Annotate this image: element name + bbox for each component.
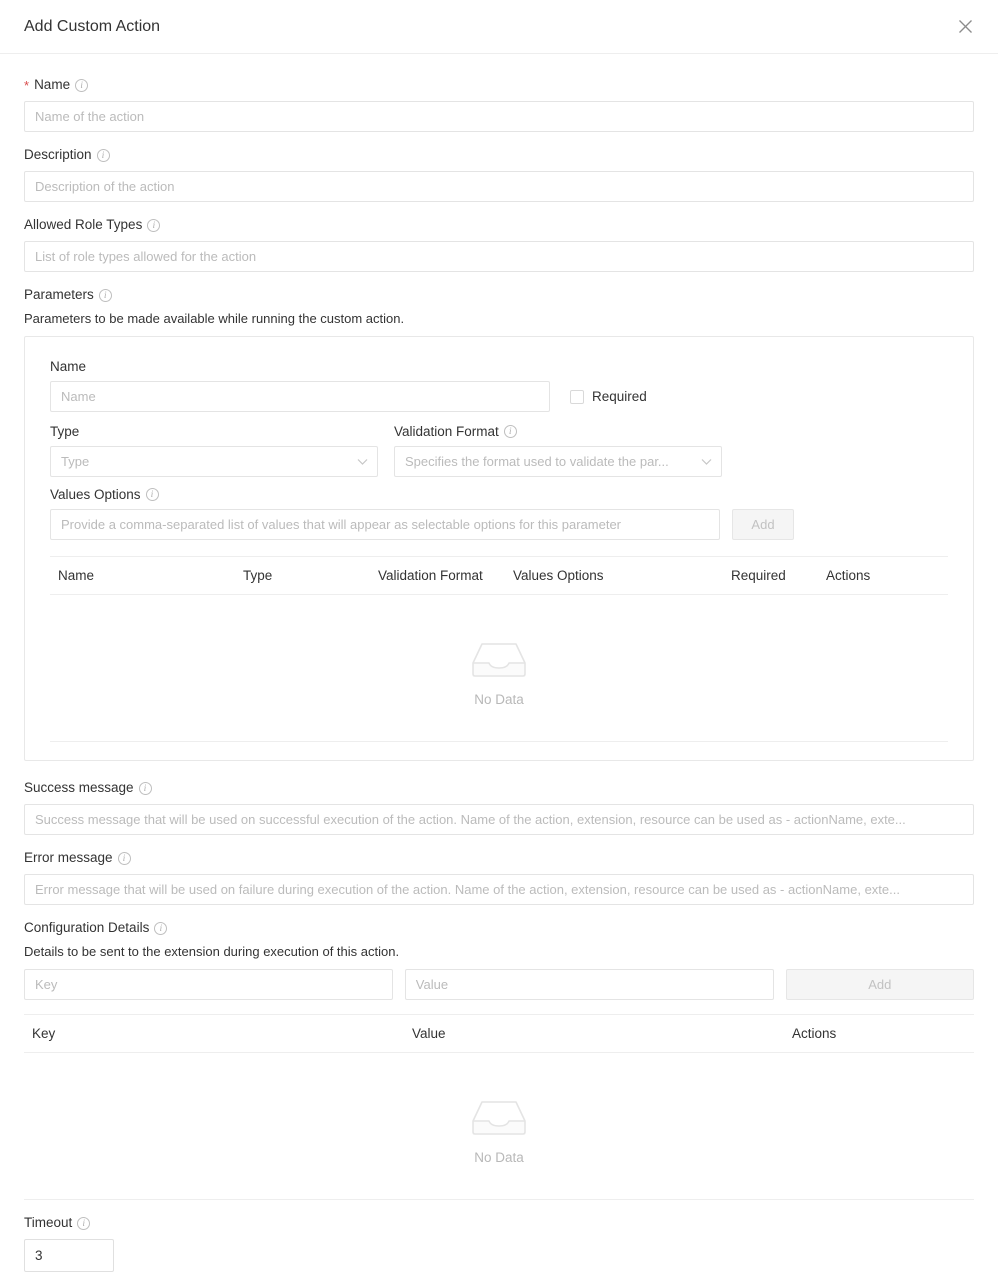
- dialog-header: [0, 0, 998, 54]
- success-message-label-text: Success message: [24, 780, 134, 795]
- values-options-input[interactable]: [50, 509, 720, 540]
- error-message-label-text: Error message: [24, 850, 113, 865]
- name-label-text: Name: [34, 77, 71, 92]
- empty-box-icon: [468, 1095, 530, 1142]
- configuration-details-helper-text: Details to be sent to the extension during execution of this action.: [24, 944, 400, 959]
- info-icon[interactable]: i: [146, 488, 159, 501]
- parameter-validation-format-select[interactable]: [394, 446, 722, 477]
- parameters-section: [24, 286, 974, 761]
- parameter-type-field: [50, 424, 378, 477]
- required-marker: *: [24, 77, 30, 93]
- parameter-name-label: [50, 359, 948, 374]
- timeout-label: [24, 1214, 974, 1232]
- values-options-row: [50, 509, 948, 540]
- name-input[interactable]: [24, 101, 974, 132]
- parameter-required-checkbox[interactable]: [570, 389, 647, 404]
- info-icon[interactable]: i: [97, 149, 110, 162]
- empty-state: [24, 1053, 974, 1200]
- empty-box-icon: [468, 637, 530, 684]
- parameter-name-label-text: Name: [50, 359, 87, 374]
- values-options-label-text: Values Options: [50, 487, 141, 502]
- info-icon[interactable]: i: [99, 289, 112, 302]
- table-header-row: [50, 557, 948, 595]
- parameter-name-row: [50, 381, 948, 412]
- chevron-down-icon: [701, 458, 712, 465]
- error-message-label: [24, 849, 974, 867]
- error-message-input[interactable]: [24, 874, 974, 905]
- parameter-type-label: [50, 424, 378, 439]
- parameter-validation-format-value: Specifies the format used to validate the par...: [405, 454, 669, 469]
- column-header-values-options: Values Options: [505, 557, 723, 595]
- column-header-required: Required: [723, 557, 818, 595]
- timeout-input[interactable]: [24, 1239, 114, 1272]
- parameters-helper-text: Parameters to be made available while running the custom action.: [24, 311, 405, 326]
- configuration-details-label: [24, 919, 974, 937]
- parameter-validation-format-label: [394, 424, 722, 439]
- parameter-type-validation-row: [50, 424, 948, 477]
- column-header-value: Value: [404, 1015, 784, 1053]
- chevron-down-icon: [357, 458, 368, 465]
- info-icon[interactable]: i: [147, 219, 160, 232]
- info-icon[interactable]: i: [118, 852, 131, 865]
- allowed-role-types-label: [24, 216, 974, 234]
- parameters-panel: [24, 336, 974, 761]
- parameter-type-value: Type: [61, 454, 90, 469]
- parameter-validation-format-field: [394, 424, 722, 477]
- add-configuration-button[interactable]: Add: [786, 969, 974, 1000]
- configuration-key-value-row: [24, 969, 974, 1000]
- column-header-actions: Actions: [818, 557, 948, 595]
- field-name: [24, 76, 974, 132]
- info-icon[interactable]: i: [75, 79, 88, 92]
- parameters-label: [24, 286, 974, 304]
- name-label: [24, 76, 974, 94]
- empty-state-text: No Data: [474, 1150, 524, 1165]
- allowed-role-types-input[interactable]: [24, 241, 974, 272]
- parameter-type-label-text: Type: [50, 424, 80, 439]
- description-label-text: Description: [24, 147, 92, 162]
- parameters-label-text: Parameters: [24, 287, 94, 302]
- field-description: [24, 146, 974, 202]
- column-header-key: Key: [24, 1015, 404, 1053]
- info-icon[interactable]: i: [139, 782, 152, 795]
- column-header-type: Type: [235, 557, 370, 595]
- parameter-required-label: Required: [592, 389, 647, 404]
- column-header-name: Name: [50, 557, 235, 595]
- parameters-table: [50, 556, 948, 742]
- field-success-message: [24, 779, 974, 835]
- field-allowed-role-types: [24, 216, 974, 272]
- table-empty-row: [24, 1053, 974, 1200]
- timeout-label-text: Timeout: [24, 1215, 73, 1230]
- info-icon[interactable]: i: [504, 425, 517, 438]
- page-title: Add Custom Action: [24, 17, 161, 35]
- configuration-details-table: [24, 1014, 974, 1200]
- parameter-validation-format-label-text: Validation Format: [394, 424, 499, 439]
- success-message-input[interactable]: [24, 804, 974, 835]
- column-header-actions: Actions: [784, 1015, 974, 1053]
- dialog-body: [0, 54, 998, 1282]
- configuration-details-section: [24, 919, 974, 1200]
- timeout-section: [24, 1200, 974, 1272]
- checkbox-box[interactable]: [570, 390, 584, 404]
- description-label: [24, 146, 974, 164]
- close-icon[interactable]: [952, 14, 978, 40]
- allowed-role-types-label-text: Allowed Role Types: [24, 217, 143, 232]
- configuration-value-input[interactable]: [405, 969, 774, 1000]
- configuration-key-input[interactable]: [24, 969, 393, 1000]
- configuration-details-label-text: Configuration Details: [24, 920, 150, 935]
- empty-state: [50, 595, 948, 742]
- add-parameter-button[interactable]: Add: [732, 509, 794, 540]
- table-header-row: [24, 1015, 974, 1053]
- success-message-label: [24, 779, 974, 797]
- parameter-type-select[interactable]: [50, 446, 378, 477]
- parameter-name-input[interactable]: [50, 381, 550, 412]
- table-empty-row: [50, 595, 948, 742]
- info-icon[interactable]: i: [77, 1217, 90, 1230]
- info-icon[interactable]: i: [154, 922, 167, 935]
- values-options-label: [50, 487, 948, 502]
- field-error-message: [24, 849, 974, 905]
- column-header-validation-format: Validation Format: [370, 557, 505, 595]
- empty-state-text: No Data: [474, 692, 524, 707]
- description-input[interactable]: [24, 171, 974, 202]
